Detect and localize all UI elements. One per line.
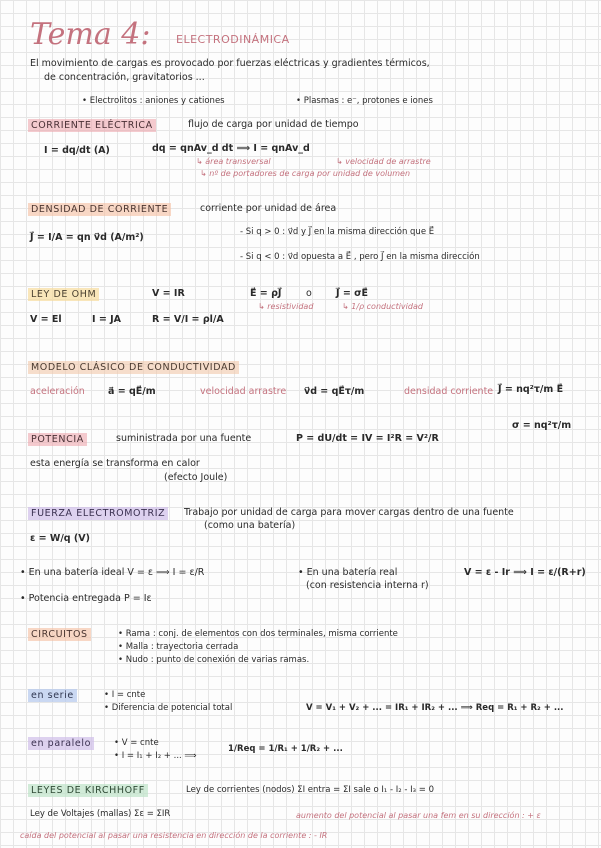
note-conductividad: ↳ 1/ρ conductividad <box>342 302 423 311</box>
heading-densidad: DENSIDAD DE CORRIENTE <box>28 203 171 216</box>
densidad-case-positive: - Si q > 0 : v⃗d y J⃗ en la misma dirección que E⃗ <box>240 227 435 237</box>
arrastre-label: velocidad arrastre <box>200 386 287 397</box>
formula-fem-real: V = ε - Ir ⟹ I = ε/(R+r) <box>464 567 586 578</box>
page-subtitle: ELECTRODINÁMICA <box>176 33 290 46</box>
potencia-line-3: (efecto Joule) <box>164 472 228 483</box>
kirchhoff-caida: caída del potencial al pasar una resistencia en dirección de la corriente : - IR <box>20 831 328 840</box>
formula-resistencia: R = V/I = ρl/A <box>152 314 224 325</box>
formula-v-el: V = El <box>30 314 62 325</box>
formula-densidad-modelo: J⃗ = nq²τ/m E⃗ <box>498 384 564 395</box>
serie-bullet-1: • I = cnte <box>104 690 146 700</box>
aceleracion-label: aceleración <box>30 386 85 397</box>
formula-arrastre: v⃗d = qE⃗τ/m <box>304 386 365 397</box>
heading-fem: FUERZA ELECTROMOTRIZ <box>28 507 168 520</box>
heading-potencia: POTENCIA <box>28 433 87 446</box>
intro-plasmas: • Plasmas : e⁻, protones e iones <box>296 96 433 106</box>
intro-electrolitos: • Electrolitos : aniones y cationes <box>82 96 225 106</box>
serie-bullet-2: • Diferencia de potencial total <box>104 703 233 713</box>
formula-j-sigma-e: J⃗ = σE⃗ <box>336 288 368 299</box>
fem-potencia: • Potencia entregada P = Iε <box>20 593 152 604</box>
formula-e-rho-j: E⃗ = ρJ⃗ <box>250 288 282 299</box>
note-resistividad: ↳ resistividad <box>258 302 314 311</box>
formula-potencia: P = dU/dt = IV = I²R = V²/R <box>296 433 439 444</box>
fem-real-2: (con resistencia interna r) <box>306 580 429 591</box>
densidad-label: densidad corriente <box>404 386 494 397</box>
potencia-line-2: esta energía se transforma en calor <box>30 458 200 469</box>
fem-definition-1: Trabajo por unidad de carga para mover cargas dentro de una fuente <box>184 507 514 518</box>
formula-i-ja: I = JA <box>92 314 121 325</box>
kirchhoff-voltajes: Ley de Voltajes (mallas) Σε = ΣIR <box>30 809 171 819</box>
formula-aceleracion: a⃗ = qE⃗/m <box>108 386 156 397</box>
circuitos-malla: • Malla : trayectoria cerrada <box>118 642 239 652</box>
formula-serie: V = V₁ + V₂ + ... = IR₁ + IR₂ + ... ⟹ Req = R₁ + R₂ + ... <box>306 703 564 713</box>
densidad-case-negative: - Si q < 0 : v⃗d opuesta a E⃗ , pero J⃗ en la misma dirección <box>240 252 480 262</box>
page-title: Tema 4: <box>30 17 151 52</box>
formula-v-ir: V = IR <box>152 288 185 299</box>
heading-corriente: CORRIENTE ELÉCTRICA <box>28 119 156 132</box>
formula-densidad: J⃗ = I/A = qn v⃗d (A/m²) <box>30 232 144 243</box>
paralelo-bullet-2: • I = I₁ + I₂ + ... ⟹ <box>114 751 197 761</box>
note-area: ↳ área transversal <box>196 157 271 166</box>
heading-kirchhoff: LEYES DE KIRCHHOFF <box>28 784 148 797</box>
note-velocidad: ↳ velocidad de arrastre <box>336 157 431 166</box>
kirchhoff-voltajes-note: aumento del potencial al pasar una fem en su dirección : + ε <box>296 811 541 820</box>
heading-serie: en serie <box>28 689 77 702</box>
fem-ideal: • En una batería ideal V = ε ⟹ I = ε/R <box>20 567 205 578</box>
formula-paralelo: 1/Req = 1/R₁ + 1/R₂ + ... <box>228 744 343 754</box>
paralelo-bullet-1: • V = cnte <box>114 738 159 748</box>
heading-ohm: LEY DE OHM <box>28 288 99 301</box>
potencia-definition: suministrada por una fuente <box>116 433 252 444</box>
heading-paralelo: en paralelo <box>28 737 94 750</box>
fem-definition-2: (como una batería) <box>204 520 296 531</box>
note-portadores: ↳ nº de portadores de carga por unidad de volumen <box>200 169 411 178</box>
circuitos-rama: • Rama : conj. de elementos con dos terminales, misma corriente <box>118 629 398 639</box>
heading-circuitos: CIRCUITOS <box>28 628 91 641</box>
circuitos-nudo: • Nudo : punto de conexión de varias ramas. <box>118 655 310 665</box>
ohm-or: o <box>306 288 312 299</box>
formula-fem: ε = W/q (V) <box>30 533 90 544</box>
formula-dq: dq = qnAv_d dt ⟹ I = qnAv_d <box>152 143 310 154</box>
intro-line-2: de concentración, gravitatorios ... <box>44 72 205 83</box>
corriente-definition: flujo de carga por unidad de tiempo <box>188 119 359 130</box>
densidad-definition: corriente por unidad de área <box>200 203 337 214</box>
intro-line-1: El movimiento de cargas es provocado por fuerzas eléctricas y gradientes térmicos, <box>30 58 430 69</box>
formula-sigma: σ = nq²τ/m <box>512 420 572 431</box>
kirchhoff-corrientes: Ley de corrientes (nodos) ΣI entra = ΣI sale o I₁ - I₂ - I₃ = 0 <box>186 785 434 795</box>
formula-intensidad: I = dq/dt (A) <box>44 145 110 156</box>
heading-modelo: MODELO CLÁSICO DE CONDUCTIVIDAD <box>28 361 239 374</box>
fem-real-1: • En una batería real <box>298 567 398 578</box>
